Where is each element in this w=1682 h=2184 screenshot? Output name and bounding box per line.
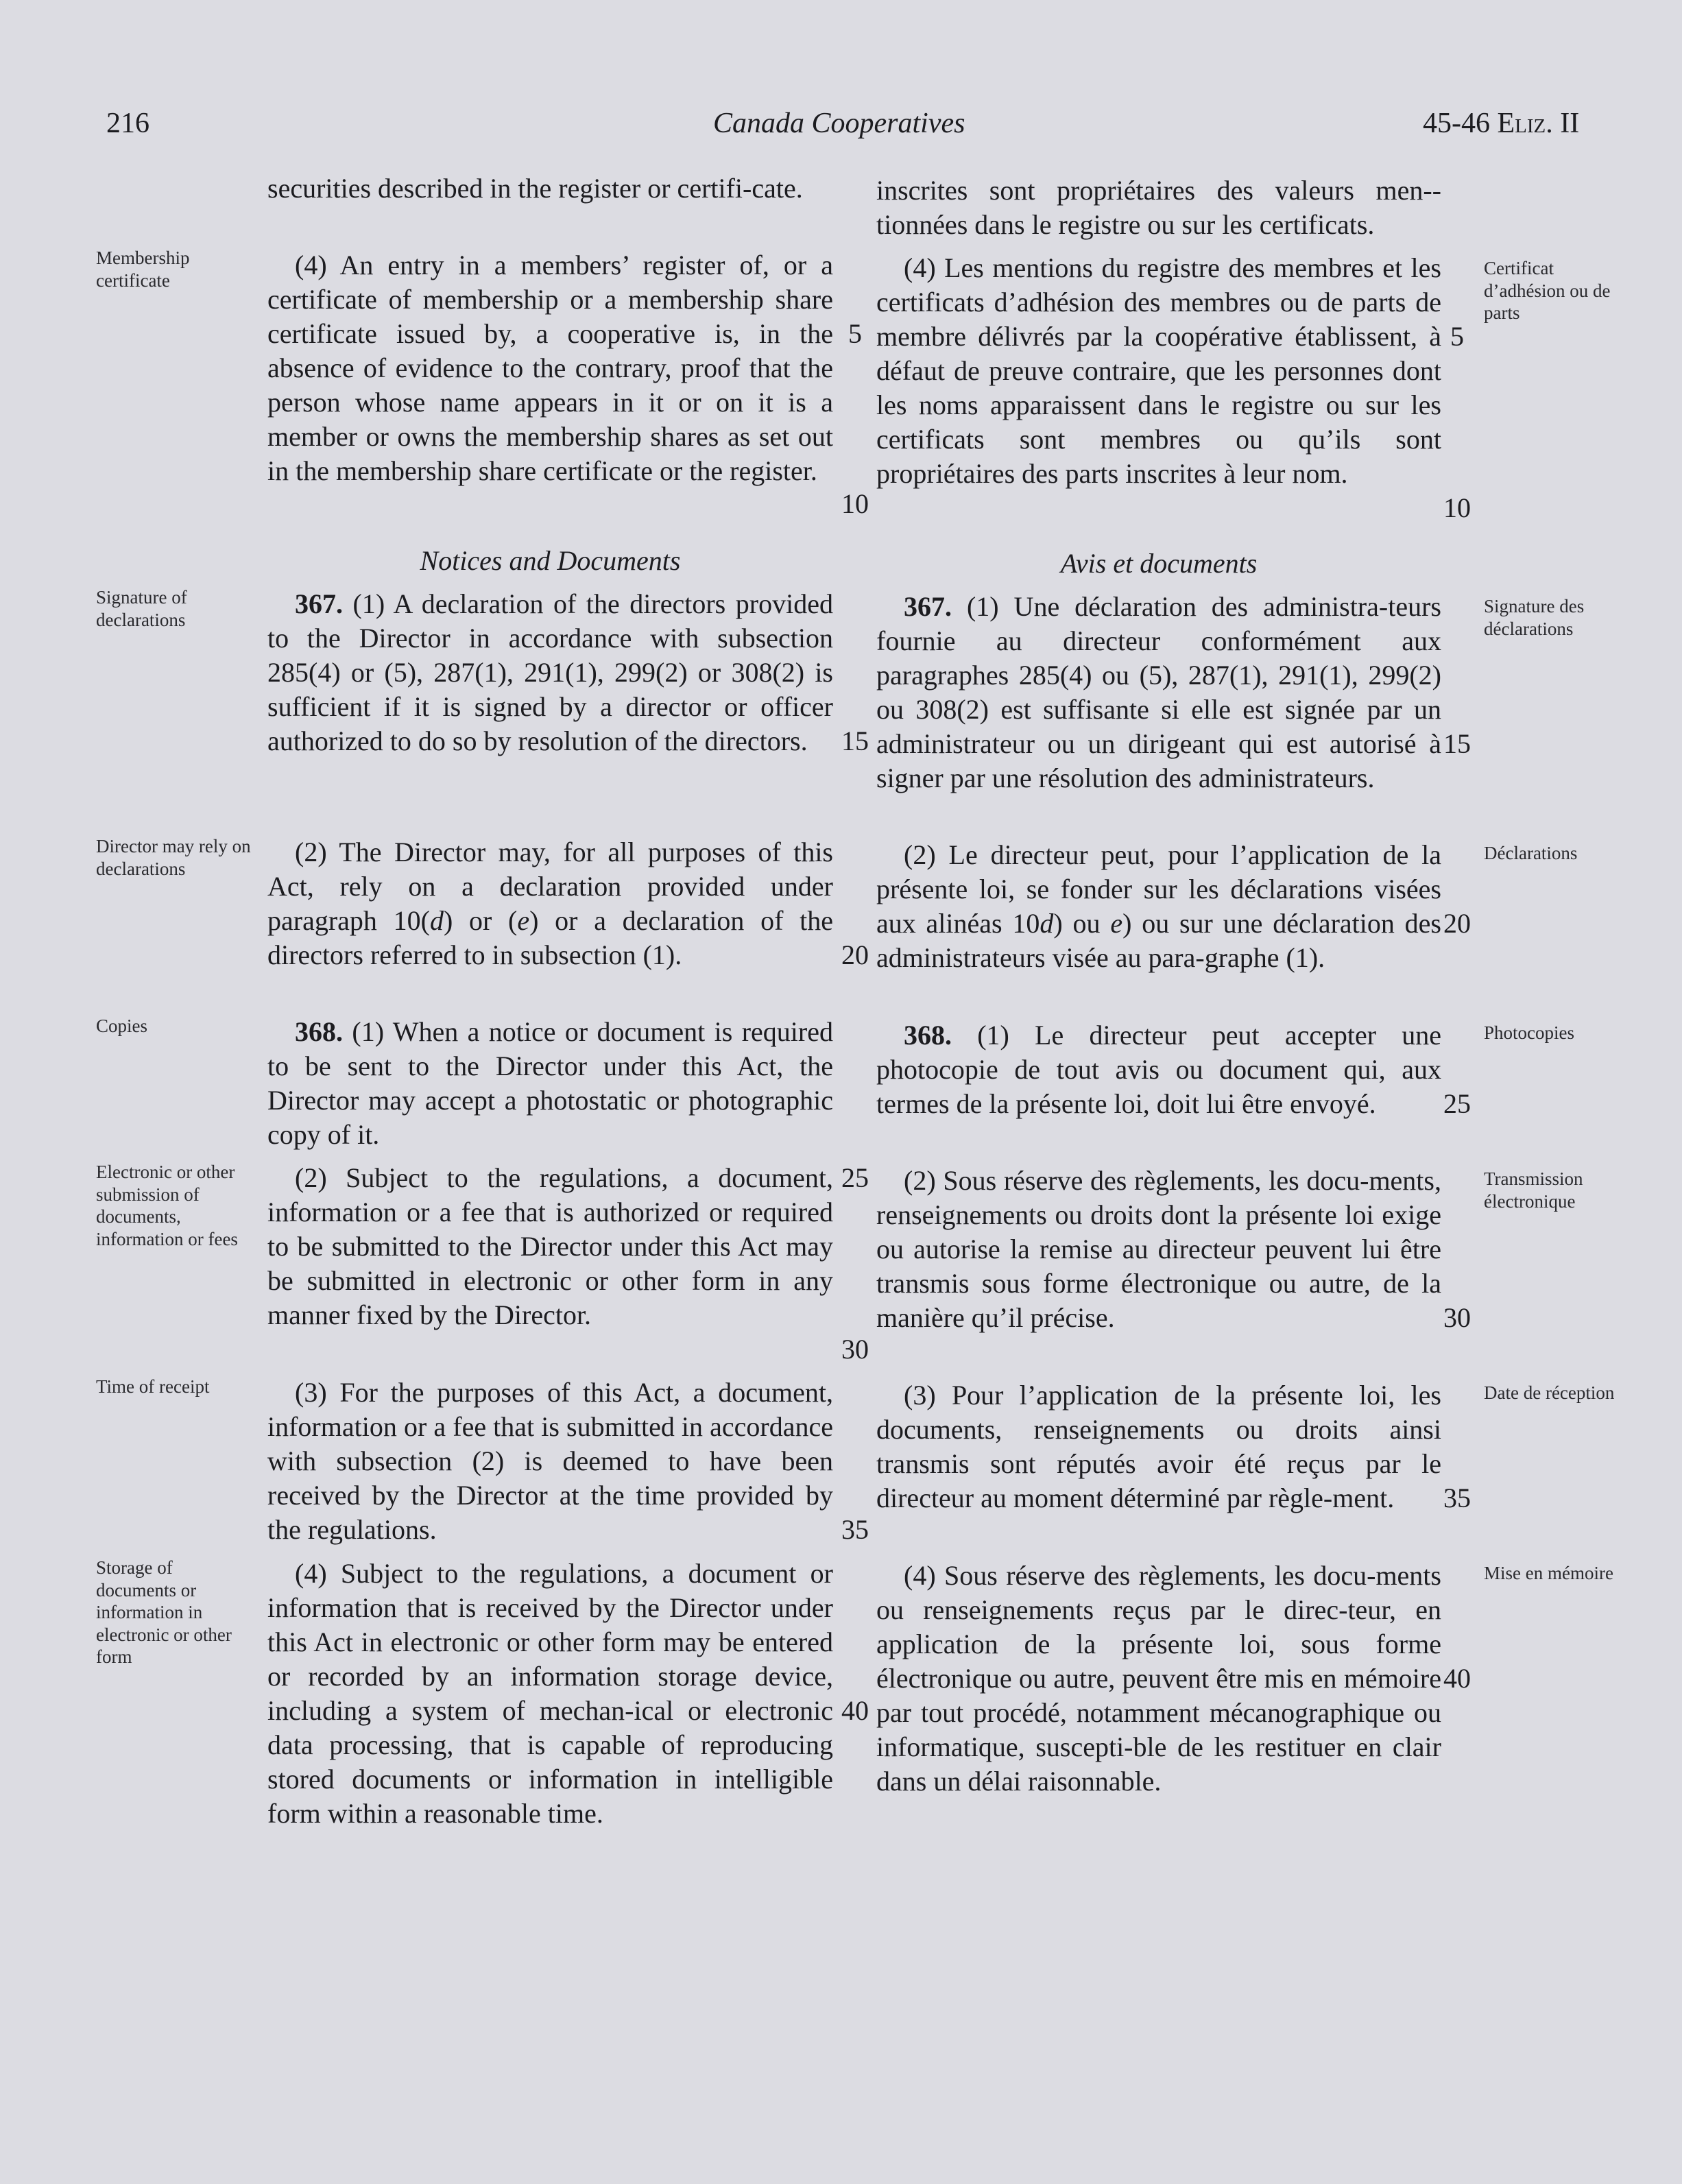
- line-number-fr-30: 30: [1443, 1302, 1471, 1333]
- fr-continuation: inscrites sont propriétaires des valeurs men-tionnées dans le registre ou sur les certificats.: [876, 175, 1441, 240]
- en-continuation: securities described in the register or certifi-cate.: [267, 173, 803, 204]
- margin-note-director-may-rely: Director may rely on declarations: [96, 836, 251, 879]
- margin-note-photocopies: Photocopies: [1484, 1022, 1574, 1043]
- running-title: Canada Cooperatives: [713, 108, 965, 139]
- fr-section-367-number: 367.: [904, 591, 952, 622]
- en-section-368-1: [267, 1015, 833, 1152]
- fr-367-2-part-c: ) ou sur une déclaration des administrateurs visée au para-graphe (1).: [876, 908, 1441, 973]
- en-heading-notices: Notices and Documents: [420, 545, 681, 576]
- line-number-en-30: 30: [841, 1334, 869, 1365]
- line-number-en-5: 5: [848, 318, 862, 349]
- fr-section-367-2: [876, 838, 1441, 975]
- fr-section-368-2: (2) Sous réserve des règlements, les docu-ments, renseignements ou droits dont la présente loi exige ou autorise la remise au directeur peuvent lui être transmis sous forme électronique ou autre, de la manière qu’il précise.: [876, 1165, 1441, 1333]
- fr-367-2-part-b: ) ou: [1053, 908, 1111, 939]
- regnal-year-number: 45-46: [1423, 108, 1498, 139]
- margin-note-date-de-reception: Date de réception: [1484, 1382, 1615, 1403]
- en-section-367-1: [267, 587, 833, 758]
- line-number-fr-20: 20: [1443, 908, 1471, 939]
- en-367-2-para-e: e: [517, 905, 530, 936]
- margin-note-copies: Copies: [96, 1016, 148, 1036]
- regnal-year-suffix: . II: [1546, 108, 1580, 139]
- fr-section-368-3: (3) Pour l’application de la présente loi, les documents, renseignements ou droits ainsi transmis sont réputés avoir été reçus par le directeur au moment déterminé par règle-ment.: [876, 1380, 1441, 1513]
- en-section-367-number: 367.: [295, 588, 343, 619]
- fr-section-368-1: [876, 1018, 1441, 1121]
- fr-section-367-1: [876, 590, 1441, 795]
- line-number-fr-40: 40: [1443, 1663, 1471, 1694]
- en-section-368-4: (4) Subject to the regulations, a document or information that is received by the Director under this Act in electronic or other form may be entered or recorded by an information storage device, including a system of mechan-ical or electronic data processing, that is capable of reproducing stored documents or information in intelligible form within a reasonable time.: [267, 1558, 833, 1829]
- line-number-en-40: 40: [841, 1695, 869, 1726]
- margin-note-storage: Storage of documents or information in electronic or other form: [96, 1557, 232, 1667]
- fr-section-368-number: 368.: [904, 1020, 952, 1051]
- en-subsection-366-4: (4) An entry in a members’ register of, or a certificate of membership or a membership share certificate issued by, a cooperative is, in the absence of evidence to the contrary, proof that the person whose name appears in it or on it is a member or owns the membership shares as set out in the membership share certificate or the register.: [267, 250, 833, 486]
- en-section-368-number: 368.: [295, 1016, 343, 1047]
- line-number-en-35: 35: [841, 1514, 869, 1545]
- line-number-en-20: 20: [841, 939, 869, 970]
- line-number-fr-10: 10: [1443, 492, 1471, 523]
- fr-subsection-366-4: (4) Les mentions du registre des membres et les certificats d’adhésion des membres ou de parts de membre délivrés par la coopérative établissent, à défaut de preuve contraire, que les personnes dont les noms apparaissent dans le registre ou sur les certificats sont membres ou qu’ils sont propriétaires des parts inscrites à leur nom.: [876, 252, 1441, 489]
- en-367-2-part-c: ) or a declaration of the directors referred to in subsection (1).: [267, 905, 833, 970]
- en-section-368-1-text: (1) When a notice or document is required to be sent to the Director under this Act, the Director may accept a photostatic or photographic copy of it.: [267, 1016, 833, 1150]
- margin-note-declarations: Déclarations: [1484, 843, 1578, 863]
- fr-367-2-para-d: d: [1040, 908, 1054, 939]
- margin-note-transmission: Transmission électronique: [1484, 1168, 1583, 1212]
- line-number-en-25: 25: [841, 1162, 869, 1193]
- en-367-2-part-a: (2) The Director may, for all purposes of this Act, rely on a declaration provided under paragraph 10(: [267, 837, 833, 936]
- line-number-en-15: 15: [841, 725, 869, 756]
- fr-heading-avis: Avis et documents: [1060, 548, 1258, 579]
- fr-section-368-4: (4) Sous réserve des règlements, les docu-ments ou renseignements reçus par le direc-teur, en application de la présente loi, sous forme électronique ou autre, peuvent être mis en mémoire par tout procédé, notamment mécanographique ou informatique, suscepti-ble de les restituer en clair dans un délai raisonnable.: [876, 1560, 1441, 1797]
- line-number-en-10: 10: [841, 488, 869, 519]
- fr-section-367-1-text: (1) Une déclaration des administra-teurs fournie au directeur conformément aux paragraphes 285(4) ou (5), 287(1), 291(1), 299(2) ou 308(2) est suffisante si elle est signée par un administrateur ou un dirigeant qui est autorisé à signer par une résolution des administrateurs.: [876, 591, 1441, 793]
- line-number-fr-5: 5: [1450, 321, 1464, 352]
- line-number-fr-15: 15: [1443, 728, 1471, 759]
- margin-note-mise-en-memoire: Mise en mémoire: [1484, 1563, 1613, 1583]
- en-section-368-2: (2) Subject to the regulations, a document, information or a fee that is authorized or required to be submitted to the Director under this Act may be submitted in electronic or other form in any manner fixed by the Director.: [267, 1162, 833, 1330]
- margin-note-electronic-submission: Electronic or other submission of documents, information or fees: [96, 1162, 238, 1249]
- regnal-year: [1423, 107, 1579, 140]
- margin-note-certificat: Certificat d’adhésion ou de parts: [1484, 258, 1611, 323]
- margin-note-time-of-receipt: Time of receipt: [96, 1376, 210, 1397]
- margin-note-signature-des-declarations: Signature des déclarations: [1484, 596, 1585, 639]
- en-367-2-part-b: ) or (: [443, 905, 518, 936]
- en-section-367-2: [267, 835, 833, 972]
- page-number: 216: [106, 108, 149, 139]
- regnal-year-sovereign: Eliz: [1497, 108, 1546, 139]
- margin-note-membership-certificate: Membership certificate: [96, 248, 190, 291]
- fr-367-2-part-a: (2) Le directeur peut, pour l’application de la présente loi, se fonder sur les déclarations visées aux alinéas 10: [876, 839, 1441, 939]
- line-number-fr-35: 35: [1443, 1483, 1471, 1513]
- line-number-fr-25: 25: [1443, 1088, 1471, 1119]
- fr-367-2-para-e: e: [1110, 908, 1123, 939]
- fr-section-368-1-text: (1) Le directeur peut accepter une photocopie de tout avis ou document qui, aux termes de la présente loi, doit lui être envoyé.: [876, 1020, 1441, 1119]
- margin-note-signature-of-declarations: Signature of declarations: [96, 587, 187, 630]
- en-section-368-3: (3) For the purposes of this Act, a document, information or a fee that is submitted in accordance with subsection (2) is deemed to have been received by the Director at the time provided by the regulations.: [267, 1377, 833, 1545]
- en-367-2-para-d: d: [429, 905, 444, 936]
- en-section-367-1-text: (1) A declaration of the directors provided to the Director in accordance with subsection 285(4) or (5), 287(1), 291(1), 299(2) or 308(2) is sufficient if it is signed by a director or officer authorized to do so by resolution of the directors.: [267, 588, 833, 756]
